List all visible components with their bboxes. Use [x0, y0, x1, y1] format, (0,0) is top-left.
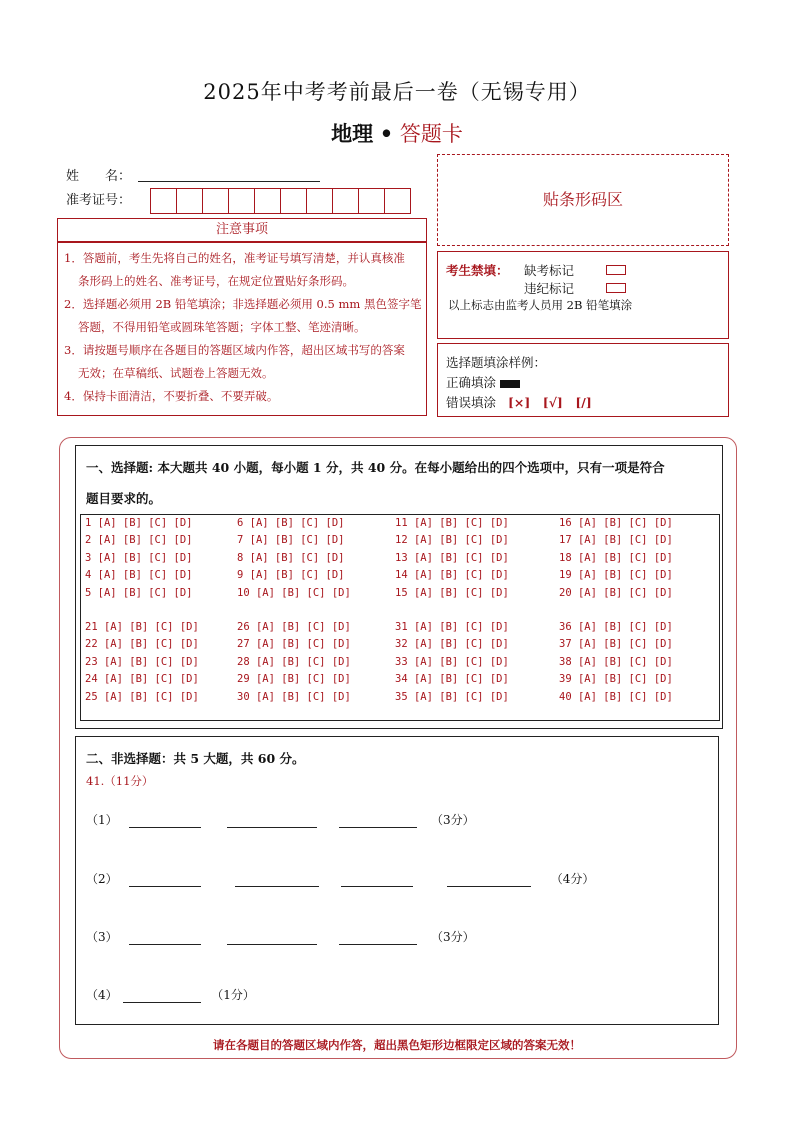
- choice-question-row[interactable]: 25 [A] [B] [C] [D]: [85, 691, 199, 703]
- choice-question-row[interactable]: 34 [A] [B] [C] [D]: [395, 673, 509, 685]
- notice-body: [57, 242, 427, 416]
- page-title: 2025年中考考前最后一卷（无锡专用）: [203, 80, 591, 104]
- choice-question-row[interactable]: 31 [A] [B] [C] [D]: [395, 621, 509, 633]
- part-4-score: （1分）: [211, 988, 255, 1002]
- proctor-box: [437, 251, 729, 339]
- notice-line: 4．保持卡面清洁，不要折叠、不要弄破。: [64, 389, 279, 403]
- choice-question-row[interactable]: 22 [A] [B] [C] [D]: [85, 638, 199, 650]
- notice-line: 2．选择题必须用 2B 铅笔填涂；非选择题必须用 0.5 mm 黑色签字笔: [64, 297, 422, 311]
- wrong-marks: [×] [√] [/]: [508, 395, 592, 410]
- section-nonchoice: [75, 736, 719, 1025]
- choice-question-row[interactable]: 18 [A] [B] [C] [D]: [559, 552, 673, 564]
- id-number-boxes[interactable]: [150, 188, 411, 214]
- subject-title: [0, 118, 794, 148]
- choice-question-row[interactable]: 14 [A] [B] [C] [D]: [395, 569, 509, 581]
- id-digit-box[interactable]: [229, 189, 255, 213]
- choice-question-row[interactable]: 9 [A] [B] [C] [D]: [237, 569, 345, 581]
- choice-question-row[interactable]: 16 [A] [B] [C] [D]: [559, 517, 673, 529]
- forbid-note: 以上标志由监考人员用 2B 铅笔填涂: [448, 298, 633, 312]
- part-2-label: （2）: [86, 872, 118, 886]
- choice-question-row[interactable]: 27 [A] [B] [C] [D]: [237, 638, 351, 650]
- filled-mark-icon: [500, 380, 520, 388]
- id-label: 准考证号：: [66, 193, 132, 208]
- choice-question-row[interactable]: 40 [A] [B] [C] [D]: [559, 691, 673, 703]
- choice-question-row[interactable]: 21 [A] [B] [C] [D]: [85, 621, 199, 633]
- answer-blank[interactable]: [123, 1001, 201, 1003]
- sample-title: 选择题填涂样例：: [446, 355, 547, 370]
- part-4-label: （4）: [86, 988, 118, 1002]
- notice-line: 答题，不得用铅笔或圆珠笔答题；字体工整、笔迹清晰。: [78, 320, 366, 334]
- id-digit-box[interactable]: [333, 189, 359, 213]
- choice-grid: [80, 514, 720, 721]
- part-2-score: （4分）: [550, 872, 595, 886]
- part-1-label: （1）: [86, 813, 118, 827]
- section1-heading-cont: 题目要求的。: [86, 491, 162, 506]
- choice-question-row[interactable]: 26 [A] [B] [C] [D]: [237, 621, 351, 633]
- notice-title: 注意事项: [57, 218, 427, 242]
- choice-question-row[interactable]: 13 [A] [B] [C] [D]: [395, 552, 509, 564]
- choice-question-row[interactable]: 17 [A] [B] [C] [D]: [559, 534, 673, 546]
- id-digit-box[interactable]: [177, 189, 203, 213]
- part-1-score: （3分）: [430, 813, 475, 827]
- id-digit-box[interactable]: [359, 189, 385, 213]
- name-label: 姓 名：: [66, 169, 132, 184]
- name-field[interactable]: [138, 180, 320, 182]
- choice-question-row[interactable]: 38 [A] [B] [C] [D]: [559, 656, 673, 668]
- violation-mark-box[interactable]: [606, 283, 626, 293]
- choice-question-row[interactable]: 20 [A] [B] [C] [D]: [559, 587, 673, 599]
- choice-question-row[interactable]: 15 [A] [B] [C] [D]: [395, 587, 509, 599]
- question-41-label: 41.（11分）: [86, 774, 154, 788]
- choice-question-row[interactable]: 19 [A] [B] [C] [D]: [559, 569, 673, 581]
- choice-question-row[interactable]: 28 [A] [B] [C] [D]: [237, 656, 351, 668]
- id-digit-box[interactable]: [307, 189, 333, 213]
- choice-question-row[interactable]: 37 [A] [B] [C] [D]: [559, 638, 673, 650]
- choice-question-row[interactable]: 32 [A] [B] [C] [D]: [395, 638, 509, 650]
- title-dot: •: [379, 121, 394, 146]
- answer-blank[interactable]: [227, 826, 317, 828]
- section2-heading: 二、非选择题：共 5 大题，共 60 分。: [86, 751, 305, 766]
- answer-blank[interactable]: [339, 943, 417, 945]
- violation-label: 违纪标记: [524, 281, 575, 296]
- barcode-area: 贴条形码区: [437, 154, 729, 246]
- answer-blank[interactable]: [129, 943, 201, 945]
- answer-blank[interactable]: [447, 885, 531, 887]
- choice-question-row[interactable]: 29 [A] [B] [C] [D]: [237, 673, 351, 685]
- notice-line: 3．请按题号顺序在各题目的答题区域内作答，超出区域书写的答案: [64, 343, 405, 357]
- choice-question-row[interactable]: 3 [A] [B] [C] [D]: [85, 552, 193, 564]
- notice-line: 1．答题前，考生先将自己的姓名，准考证号填写清楚，并认真核准: [64, 251, 405, 265]
- notice-line: 条形码上的姓名、准考证号，在规定位置贴好条形码。: [78, 274, 354, 288]
- absent-mark-box[interactable]: [606, 265, 626, 275]
- answer-blank[interactable]: [339, 826, 417, 828]
- section1-heading: 一、选择题: 本大题共 40 小题，每小题 1 分，共 40 分。在每小题给出的四个选项中，只有一项是符合: [86, 460, 665, 475]
- answer-blank[interactable]: [235, 885, 319, 887]
- choice-question-row[interactable]: 30 [A] [B] [C] [D]: [237, 691, 351, 703]
- choice-question-row[interactable]: 24 [A] [B] [C] [D]: [85, 673, 199, 685]
- choice-question-row[interactable]: 7 [A] [B] [C] [D]: [237, 534, 345, 546]
- part-3-label: （3）: [86, 930, 118, 944]
- card-label: 答题卡: [399, 122, 463, 146]
- id-digit-box[interactable]: [151, 189, 177, 213]
- id-digit-box[interactable]: [255, 189, 281, 213]
- choice-question-row[interactable]: 4 [A] [B] [C] [D]: [85, 569, 193, 581]
- forbid-label: 考生禁填：: [446, 263, 509, 278]
- absent-label: 缺考标记: [524, 263, 575, 278]
- subject-name: 地理: [331, 121, 374, 146]
- answer-blank[interactable]: [129, 826, 201, 828]
- id-digit-box[interactable]: [281, 189, 307, 213]
- wrong-label: 错误填涂: [446, 395, 497, 410]
- footer-warning: 请在各题目的答题区域内作答，超出黑色矩形边框限定区域的答案无效！: [213, 1038, 581, 1052]
- choice-question-row[interactable]: 11 [A] [B] [C] [D]: [395, 517, 509, 529]
- choice-question-row[interactable]: 1 [A] [B] [C] [D]: [85, 517, 193, 529]
- answer-blank[interactable]: [227, 943, 317, 945]
- answer-blank[interactable]: [129, 885, 201, 887]
- choice-question-row[interactable]: 12 [A] [B] [C] [D]: [395, 534, 509, 546]
- id-digit-box[interactable]: [203, 189, 229, 213]
- correct-label: 正确填涂: [446, 375, 497, 390]
- choice-question-row[interactable]: 10 [A] [B] [C] [D]: [237, 587, 351, 599]
- choice-question-row[interactable]: 39 [A] [B] [C] [D]: [559, 673, 673, 685]
- choice-question-row[interactable]: 8 [A] [B] [C] [D]: [237, 552, 345, 564]
- choice-question-row[interactable]: 33 [A] [B] [C] [D]: [395, 656, 509, 668]
- sample-box: [437, 343, 729, 417]
- choice-question-row[interactable]: 36 [A] [B] [C] [D]: [559, 621, 673, 633]
- notice-line: 无效；在草稿纸、试题卷上答题无效。: [78, 366, 274, 380]
- choice-question-row[interactable]: 2 [A] [B] [C] [D]: [85, 534, 193, 546]
- choice-question-row[interactable]: 23 [A] [B] [C] [D]: [85, 656, 199, 668]
- id-digit-box[interactable]: [385, 189, 410, 213]
- part-3-score: （3分）: [430, 930, 475, 944]
- choice-question-row[interactable]: 35 [A] [B] [C] [D]: [395, 691, 509, 703]
- answer-blank[interactable]: [341, 885, 413, 887]
- choice-question-row[interactable]: 5 [A] [B] [C] [D]: [85, 587, 193, 599]
- choice-question-row[interactable]: 6 [A] [B] [C] [D]: [237, 517, 345, 529]
